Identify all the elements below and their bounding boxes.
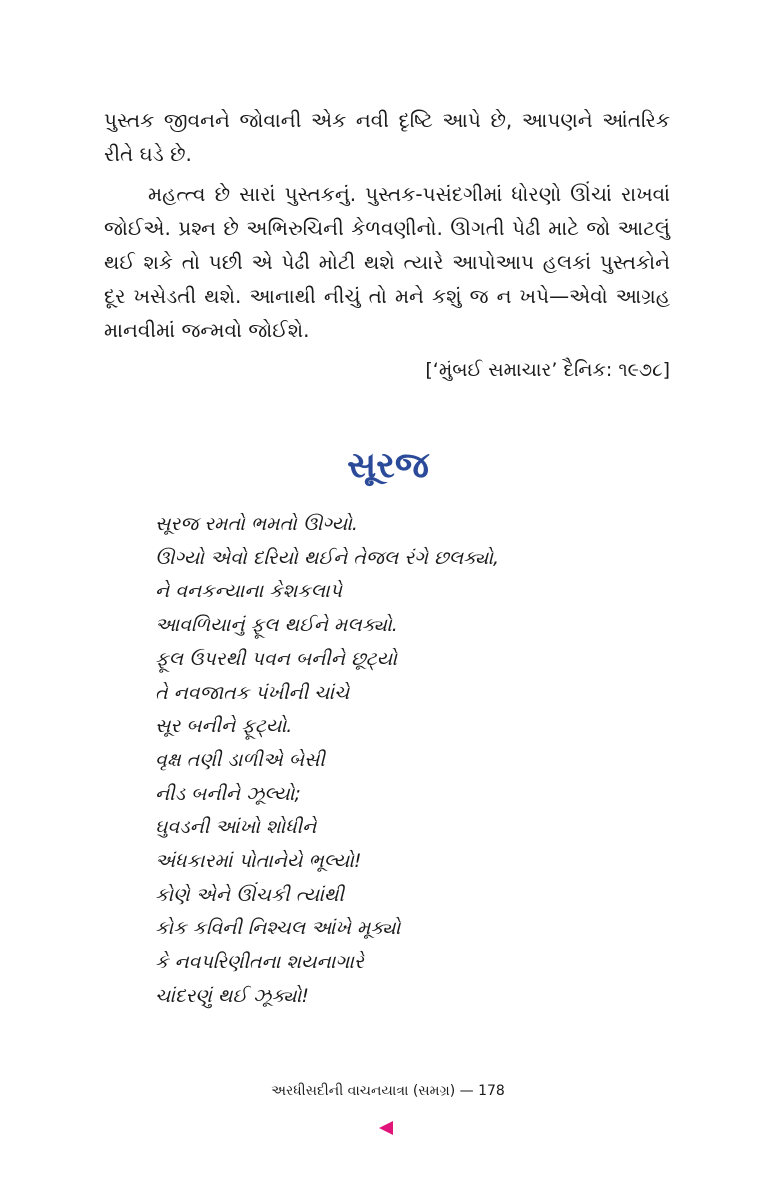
poem-line: ઘુવડની આંખો શોધીને xyxy=(155,816,317,839)
poem-line: વૃક્ષ તણી ડાળીએ બેસી xyxy=(155,748,325,771)
poem-line: ફૂલ ઉપરથી પવન બનીને છૂટ્યો xyxy=(155,647,397,670)
poem-line: કોક કવિની નિશ્ચલ આંખે મૂક્યો xyxy=(155,917,401,940)
poem-line: સૂરજ રમતો ભમતો ઊગ્યો. xyxy=(155,513,358,535)
paragraph-1: પુસ્તક જીવનને જોવાની એક નવી દૃષ્ટિ આપે છે, આપણને આંતરિક રીતે ઘડે છે. xyxy=(104,108,670,166)
poem-line: કે નવપરિણીતના શયનાગારે xyxy=(155,951,364,974)
poem-line: ઊગ્યો એવો દરિયો થઈને તેજલ રંગે છલક્યો, xyxy=(155,546,500,569)
poem-line: નીડ બનીને ઝૂલ્યો; xyxy=(155,782,301,805)
prose-section xyxy=(104,103,670,347)
poem-line: તે નવજાતક પંખીની ચાંચે xyxy=(155,681,350,704)
page-footer: અરધીસદીની વાચનયાત્રા (સમગ્ર) — 178 xyxy=(271,1083,505,1099)
poem-line: કોણે એને ઊંચકી ત્યાંથી xyxy=(155,883,344,906)
previous-page-arrow-icon[interactable] xyxy=(379,1121,393,1135)
poem-title: સૂરજ xyxy=(347,445,429,486)
poem-line: સૂર બનીને ફૂટ્યો. xyxy=(155,715,293,738)
paragraph-2: મહત્ત્વ છે સારાં પુસ્તકનું. પુસ્તક-પસંદગીમાં ધોરણો ઊંચાં રાખવાં જોઈએ. પ્રશ્ન છે અભિરુચિની કેળવણીનો. ઊગતી પેઢી માટે જો આટલું થઈ શકે તો પછી એ પેઢી મોટી થશે ત્યારે આપોઆપ હલકાં પુસ્તકોને દૂર ખસેડતી થશે. આનાથી નીચું તો મને કશું જ ન ખપે—એવો આગ્રહ માનવીમાં જન્મવો જોઈશે. xyxy=(104,182,670,342)
poem-line: આવળિયાનું ફૂલ થઈને મલક્યો. xyxy=(155,614,398,637)
poem-body xyxy=(155,508,675,1014)
poem-line: અંધકારમાં પોતાનેયે ભૂલ્યો! xyxy=(155,850,362,873)
source-citation: [‘મુંબઈ સમાચાર’ દૈનિક: ૧૯૭૮] xyxy=(425,359,670,381)
poem-line: ચાંદરણું થઈ ઝૂક્યો! xyxy=(155,984,309,1007)
poem-line: ને વનકન્યાના કેશકલાપે xyxy=(155,580,343,603)
